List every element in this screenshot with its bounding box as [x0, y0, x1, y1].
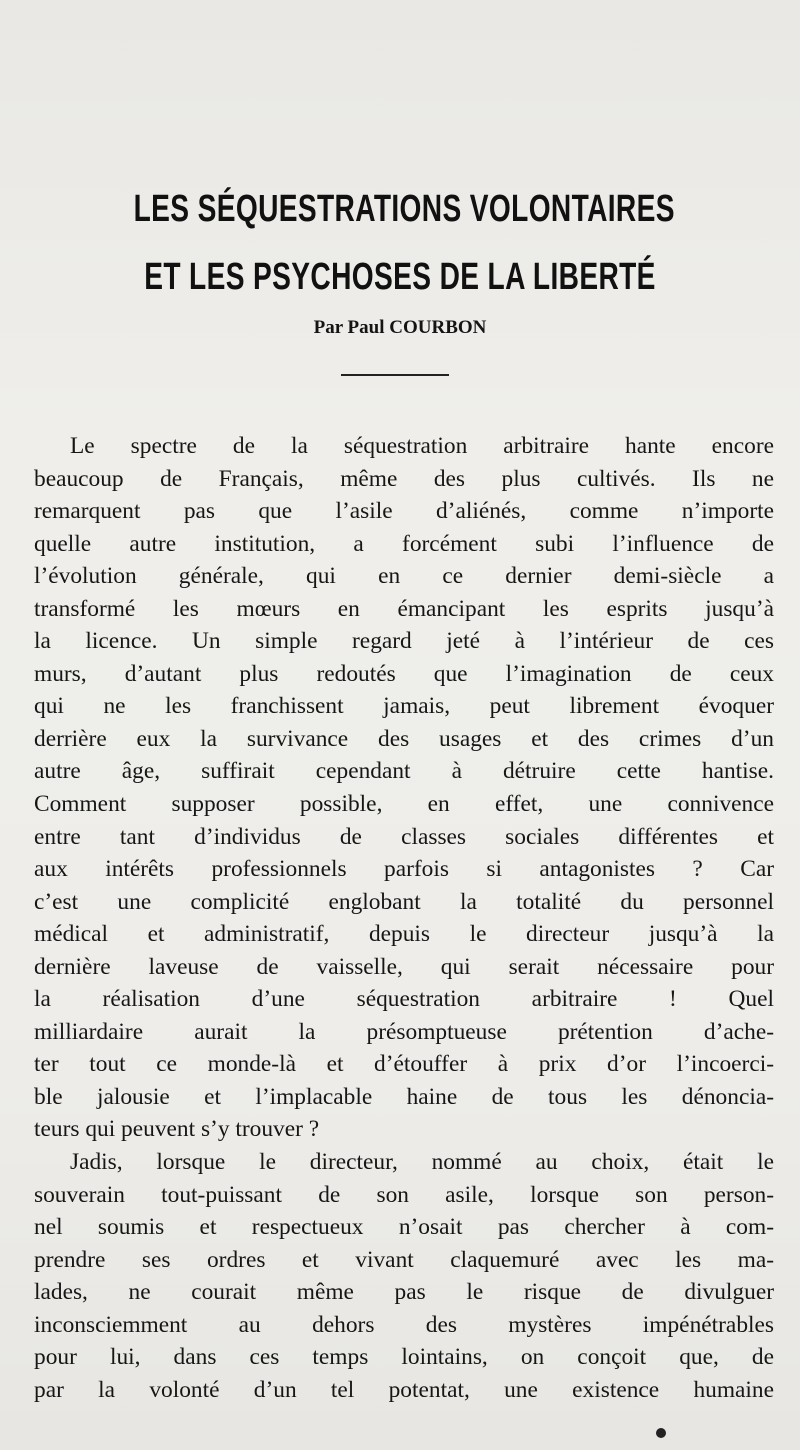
body-line: aux intérêts professionnels parfois si antagonistes ? Car: [34, 856, 774, 883]
body-line: ter tout ce monde-là et d’étouffer à prix d’or l’incoerci-: [34, 1051, 774, 1078]
body-line: inconsciemment au dehors des mystères impénétrables: [34, 1311, 774, 1338]
title-divider: [341, 374, 449, 376]
article-body: [34, 430, 774, 1406]
body-line: dernière laveuse de vaisselle, qui serait nécessaire pour: [34, 953, 774, 980]
body-line: nel soumis et respectueux n’osait pas chercher à com-: [34, 1214, 774, 1241]
body-line: beaucoup de Français, même des plus cultivés. Ils ne: [34, 465, 774, 492]
body-line: remarquent pas que l’asile d’aliénés, comme n’importe: [34, 498, 774, 525]
body-line: la licence. Un simple regard jeté à l’intérieur de ces: [34, 628, 774, 655]
body-line: par la volonté d’un tel potentat, une existence humaine: [34, 1376, 774, 1403]
body-line: transformé les mœurs en émancipant les esprits jusqu’à: [34, 595, 774, 622]
body-line: pour lui, dans ces temps lointains, on conçoit que, de: [34, 1344, 774, 1371]
body-line: médical et administratif, depuis le directeur jusqu’à la: [34, 921, 774, 948]
author-byline: Par Paul COURBON: [313, 317, 487, 338]
body-line: la réalisation d’une séquestration arbitraire ! Quel: [34, 986, 774, 1013]
body-line: derrière eux la survivance des usages et des crimes d’un: [34, 725, 774, 752]
body-line: qui ne les franchissent jamais, peut librement évoquer: [34, 693, 774, 720]
body-line: teurs qui peuvent s’y trouver ?: [34, 1116, 320, 1143]
article-title-line-2: ET LES PSYCHOSES DE LA LIBERTÉ: [144, 256, 656, 298]
body-line: lades, ne courait même pas le risque de divulguer: [34, 1279, 774, 1306]
body-line: Comment supposer possible, en effet, une connivence: [34, 791, 774, 818]
body-line: Jadis, lorsque le directeur, nommé au choix, était le: [70, 1149, 774, 1176]
article-title-line-1: LES SÉQUESTRATIONS VOLONTAIRES: [133, 188, 675, 230]
body-line: souverain tout-puissant de son asile, lorsque son person-: [34, 1181, 774, 1208]
body-line: ble jalousie et l’implacable haine de tous les dénoncia-: [34, 1083, 774, 1110]
body-line: c’est une complicité englobant la totalité du personnel: [34, 888, 774, 915]
body-line: entre tant d’individus de classes sociales différentes et: [34, 823, 774, 850]
body-line: prendre ses ordres et vivant claquemuré avec les ma-: [34, 1246, 774, 1273]
body-line: murs, d’autant plus redoutés que l’imagination de ceux: [34, 660, 774, 687]
body-line: Le spectre de la séquestration arbitraire hante encore: [70, 433, 774, 459]
body-line: quelle autre institution, a forcément subi l’influence de: [34, 530, 774, 557]
body-line: l’évolution générale, qui en ce dernier demi-siècle a: [34, 563, 774, 590]
ink-dot-mark: [656, 1428, 666, 1438]
body-line: milliardaire aurait la présomptueuse prétention d’ache-: [34, 1018, 774, 1045]
body-line: autre âge, suffirait cependant à détruire cette hantise.: [34, 758, 774, 785]
